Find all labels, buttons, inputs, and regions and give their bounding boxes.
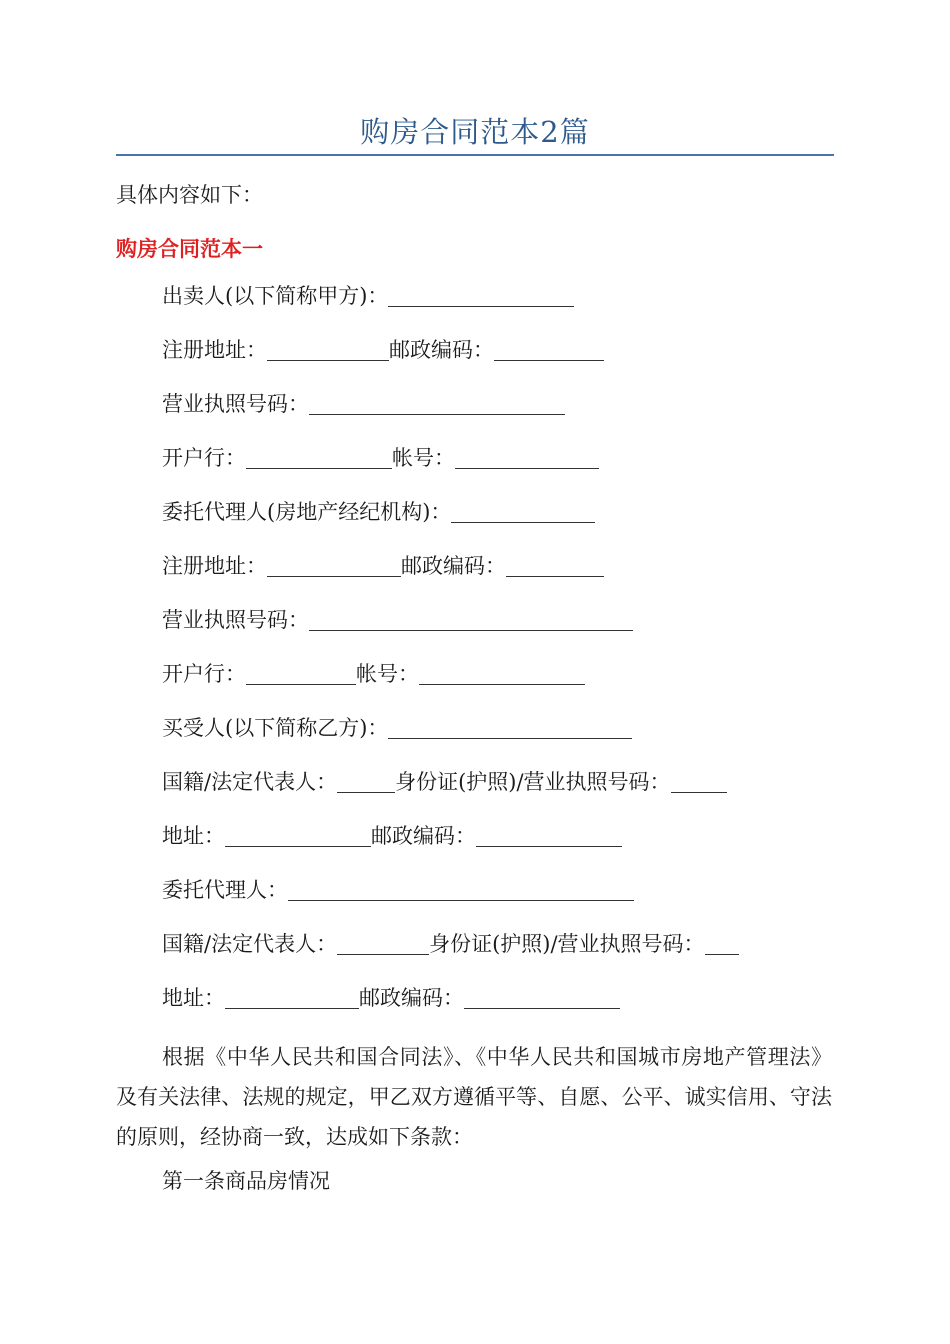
- field-label: 国籍/法定代表人：: [162, 770, 338, 794]
- field-agent-bank: [162, 659, 585, 689]
- field-seller: [162, 281, 574, 311]
- field-label: 地址：: [162, 986, 225, 1010]
- field-seller-bank: [162, 443, 599, 473]
- field-seller-license: [162, 389, 565, 419]
- blank-line[interactable]: [225, 986, 359, 1009]
- section-heading: 购房合同范本一: [116, 237, 263, 261]
- field-label: 地址：: [162, 824, 225, 848]
- field-label-2: 邮政编码：: [401, 554, 506, 578]
- field-label: 营业执照号码：: [162, 392, 309, 416]
- field-label-2: 邮政编码：: [359, 986, 464, 1010]
- blank-line[interactable]: [267, 338, 389, 361]
- field-label: 出卖人(以下简称甲方)：: [162, 284, 389, 308]
- field-label-2: 帐号：: [392, 446, 455, 470]
- field-agent-license: [162, 605, 633, 635]
- field-label: 开户行：: [162, 662, 246, 686]
- field-seller-agent: [162, 497, 595, 527]
- field-agent-nationality: [162, 929, 739, 959]
- field-buyer: [162, 713, 632, 743]
- blank-line[interactable]: [337, 770, 395, 793]
- field-label: 注册地址：: [162, 554, 267, 578]
- blank-line[interactable]: [476, 824, 622, 847]
- blank-line[interactable]: [455, 446, 599, 469]
- article-heading: 第一条商品房情况: [162, 1169, 330, 1193]
- blank-line[interactable]: [506, 554, 604, 577]
- field-label: 国籍/法定代表人：: [162, 932, 338, 956]
- blank-line[interactable]: [288, 878, 634, 901]
- field-buyer-nationality: [162, 767, 727, 797]
- blank-line[interactable]: [246, 446, 392, 469]
- field-label: 买受人(以下简称乙方)：: [162, 716, 389, 740]
- field-label-2: 身份证(护照)/营业执照号码：: [429, 932, 705, 956]
- title-underline: [116, 154, 834, 156]
- document-title: 购房合同范本2篇: [360, 115, 590, 149]
- intro-text: 具体内容如下：: [116, 183, 263, 207]
- field-buyer-address: [162, 821, 622, 851]
- blank-line[interactable]: [494, 338, 604, 361]
- blank-line[interactable]: [309, 392, 565, 415]
- field-label-2: 身份证(护照)/营业执照号码：: [395, 770, 671, 794]
- blank-line[interactable]: [388, 716, 632, 739]
- blank-line[interactable]: [309, 608, 633, 631]
- field-label: 营业执照号码：: [162, 608, 309, 632]
- blank-line[interactable]: [267, 554, 401, 577]
- blank-line[interactable]: [246, 662, 356, 685]
- field-seller-address: [162, 335, 604, 365]
- field-label-2: 帐号：: [356, 662, 419, 686]
- field-buyer-agent: [162, 875, 634, 905]
- blank-line[interactable]: [225, 824, 371, 847]
- field-label: 委托代理人(房地产经纪机构)：: [162, 500, 452, 524]
- blank-line[interactable]: [451, 500, 595, 523]
- blank-line[interactable]: [671, 770, 727, 793]
- blank-line[interactable]: [388, 284, 574, 307]
- contract-preamble: 根据《中华人民共和国合同法》、《中华人民共和国城市房地产管理法》及有关法律、法规的规定，甲乙双方遵循平等、自愿、公平、诚实信用、守法的原则，经协商一致，达成如下条款：: [116, 1045, 832, 1149]
- field-agent-address: [162, 551, 604, 581]
- field-label: 开户行：: [162, 446, 246, 470]
- field-agent-address-2: [162, 983, 620, 1013]
- field-label-2: 邮政编码：: [371, 824, 476, 848]
- blank-line[interactable]: [464, 986, 620, 1009]
- blank-line[interactable]: [337, 932, 429, 955]
- field-label: 注册地址：: [162, 338, 267, 362]
- blank-line[interactable]: [419, 662, 585, 685]
- blank-line[interactable]: [705, 932, 739, 955]
- field-label-2: 邮政编码：: [389, 338, 494, 362]
- field-label: 委托代理人：: [162, 878, 288, 902]
